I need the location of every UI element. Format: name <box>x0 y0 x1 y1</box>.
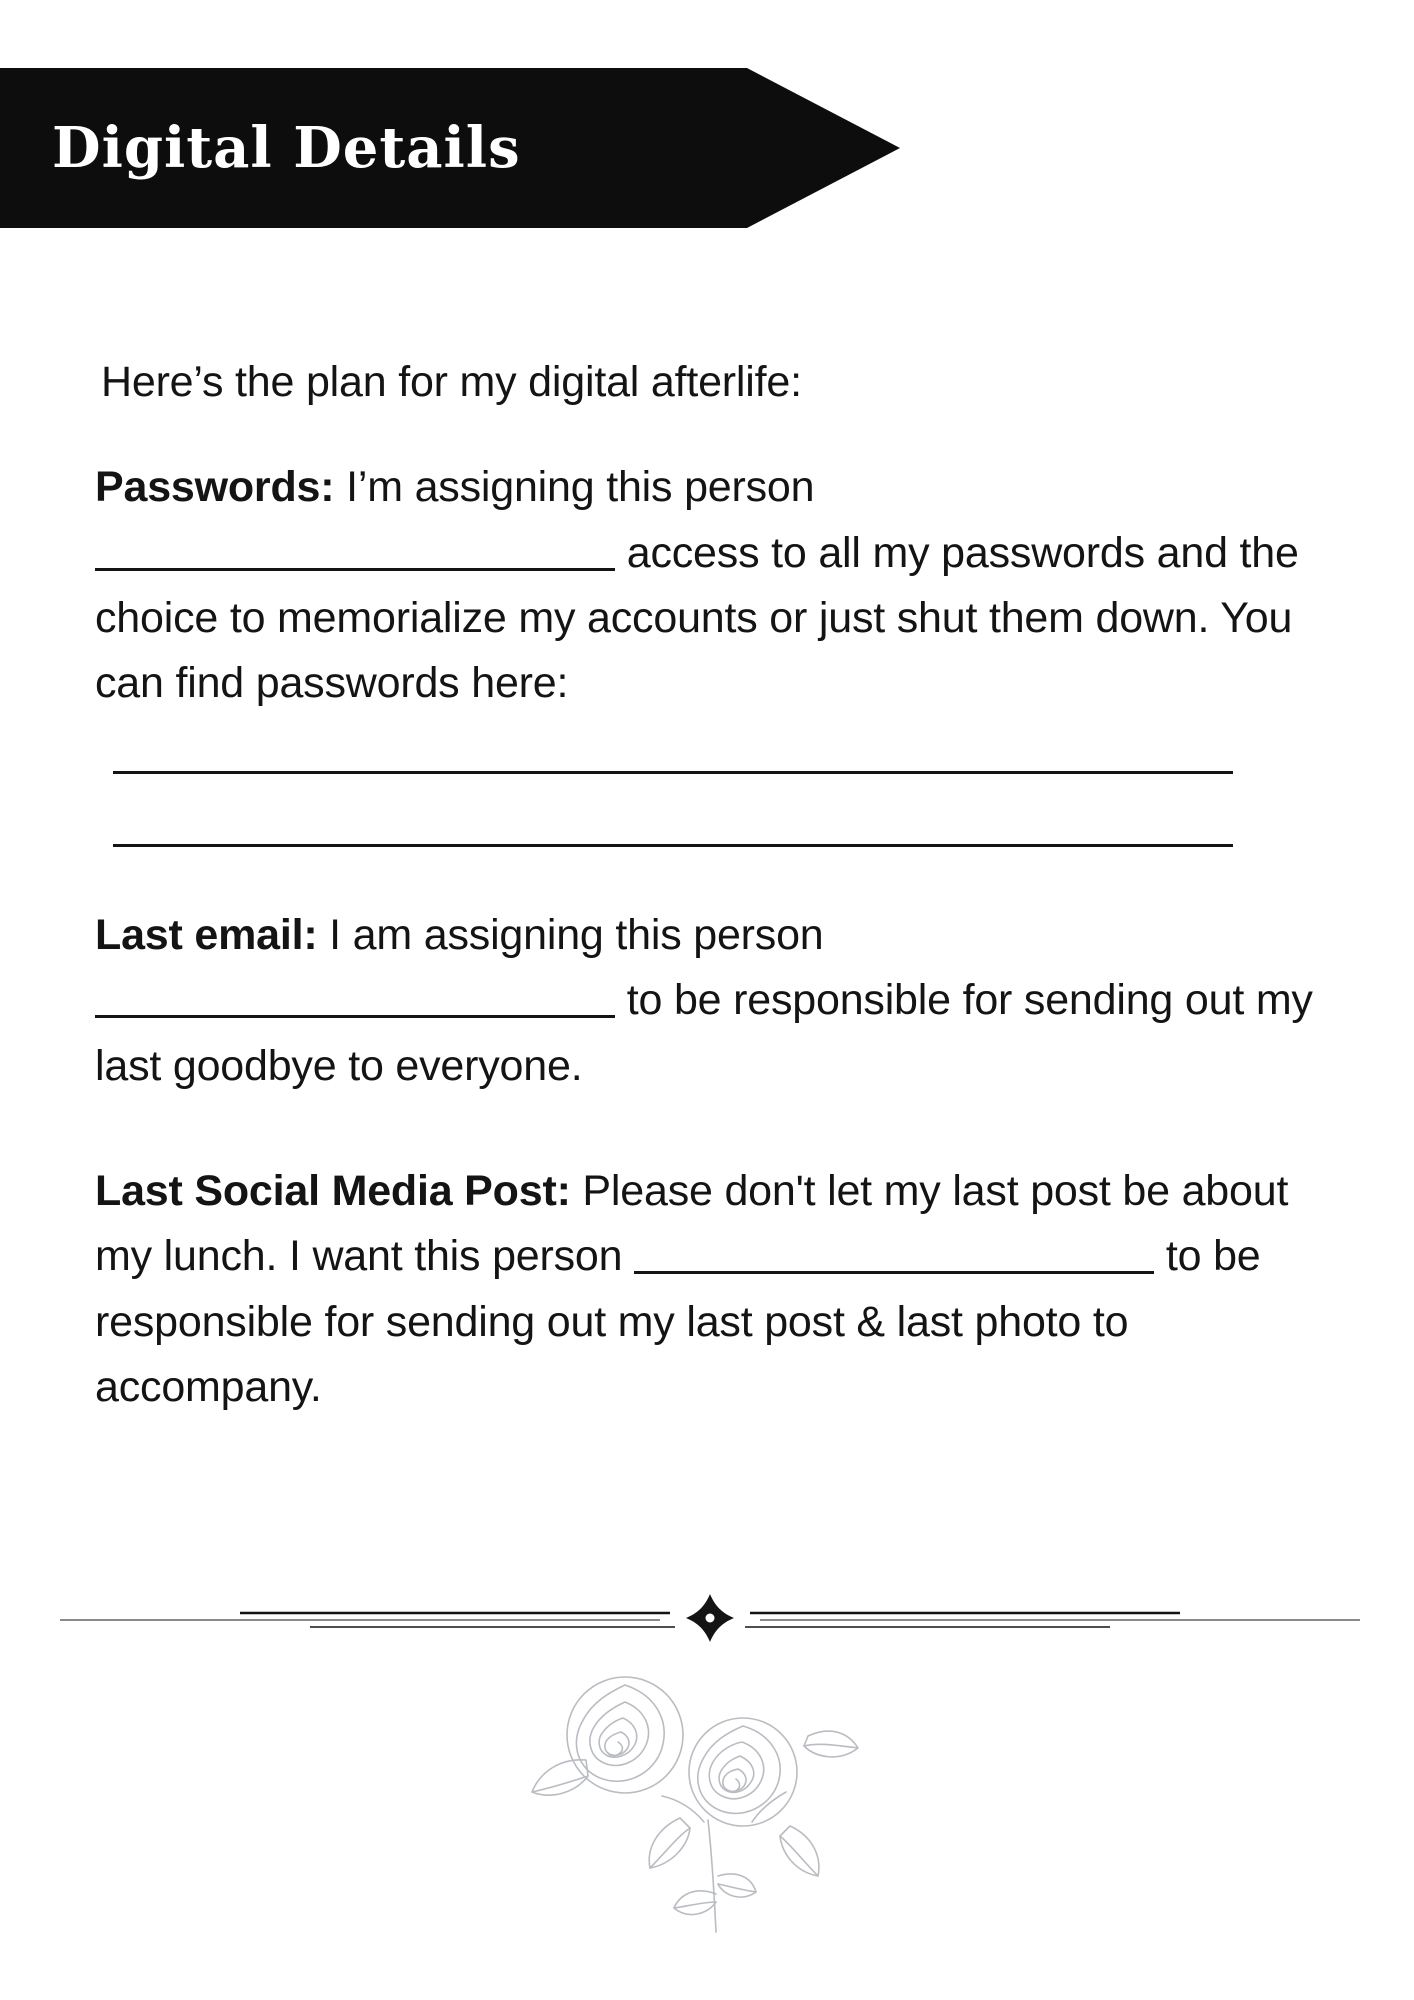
section-last-social-post-text-before: Please don't let my last post be about my lunch. I want this person <box>95 1166 1289 1281</box>
page-header-banner <box>0 68 900 228</box>
intro-paragraph: Here’s the plan for my digital afterlife: <box>101 358 802 406</box>
passwords-location-lines <box>95 771 1335 847</box>
passwords-person-blank[interactable] <box>95 568 615 571</box>
section-passwords-text-before: I’m assigning this person <box>334 463 815 512</box>
section-last-email-text-after: to be responsible for sending out my last goodbye to everyone. <box>95 976 1313 1090</box>
page-title: Digital Details <box>52 115 521 181</box>
document-body <box>95 350 1335 1454</box>
section-last-email-label: Last email: <box>95 910 318 959</box>
last-social-post-person-blank[interactable] <box>634 1271 1154 1274</box>
section-last-email-text-before: I am assigning this person <box>317 910 824 959</box>
section-last-social-post-text-after: to be responsible for sending out my last post & last photo to accompany. <box>95 1232 1261 1411</box>
section-last-social-post-label: Last Social Media Post: <box>95 1166 571 1215</box>
section-passwords-label: Passwords: <box>95 463 335 512</box>
passwords-location-line-2[interactable] <box>113 844 1233 847</box>
roses-line-art-icon <box>490 1640 910 1960</box>
section-last-email <box>95 903 1335 1099</box>
section-passwords-text-after: access to all my passwords and the choice to memorialize my accounts or just shut them down. You can find passwords here: <box>95 528 1299 708</box>
section-last-social-post <box>95 1159 1335 1420</box>
section-passwords <box>95 455 1335 716</box>
last-email-person-blank[interactable] <box>95 1015 615 1018</box>
section-spacer <box>95 1133 1335 1159</box>
passwords-location-line-1[interactable] <box>113 771 1233 774</box>
